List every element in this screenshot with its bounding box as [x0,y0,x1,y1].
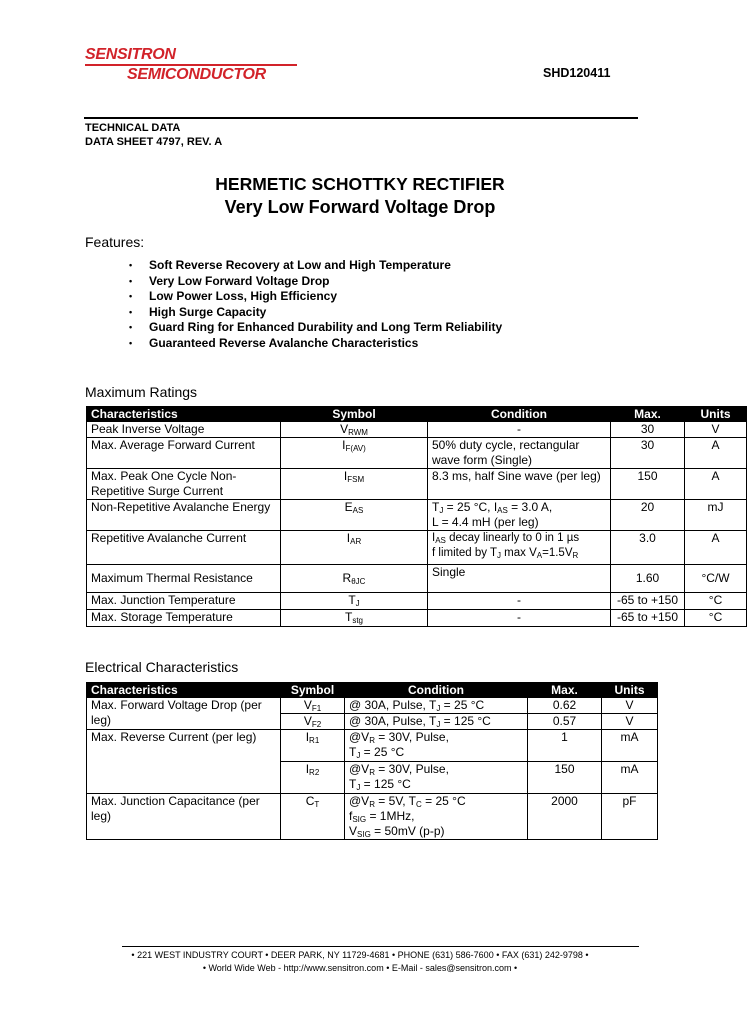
bullet-icon: • [129,322,133,332]
table-row [87,469,747,500]
table-header-row [87,683,658,698]
cell-characteristic: Repetitive Avalanche Current [87,531,281,565]
cell-symbol: $E_{AS}$ [281,500,428,531]
page-subtitle: Very Low Forward Voltage Drop [224,197,496,217]
cell-max: 1 [528,730,602,762]
cell-max: 150 [528,762,602,794]
table-row [87,531,747,565]
cell-symbol: $I_{AR}$ [281,531,428,565]
column-header: Condition [345,683,528,698]
column-header: Max. [528,683,602,698]
table-row [87,794,658,840]
electrical-heading: Electrical Characteristics [85,659,239,675]
cell-symbol: $C_T$ [281,794,345,840]
cell-max: 0.57 [528,714,602,730]
footer-divider [122,946,639,947]
cell-condition: - [428,422,611,438]
features-list [129,258,502,351]
max-ratings-table [86,406,747,627]
cell-unit: A [685,469,747,500]
brand-name: SENSITRON [85,46,176,63]
bullet-icon: • [129,337,133,348]
cell-characteristic: Max. Average Forward Current [87,438,281,469]
cell-condition: 8.3 ms, half Sine wave (per leg) [428,469,611,500]
column-header: Symbol [281,683,345,698]
cell-max: 30 [611,438,685,469]
bullet-icon: • [129,291,133,301]
cell-condition: $@V_R = 5V$, $T_C = 25$ °C $f_{SIG} = 1MHz$, $V_{SIG} = 50mV$ (p-p) [345,794,528,840]
cell-max: 2000 [528,794,602,840]
cell-max: 30 [611,422,685,438]
column-header: Condition [428,407,611,422]
cell-unit: °C/W [685,565,747,593]
electrical-table [86,682,658,840]
cell-unit: V [602,714,658,730]
cell-max: 20 [611,500,685,531]
table-row [87,438,747,469]
cell-condition: - [428,593,611,610]
table-row [87,610,747,627]
list-item: • Soft Reverse Recovery at Low and High Temperature [129,258,451,272]
cell-characteristic: Non-Repetitive Avalanche Energy [87,500,281,531]
column-header: Characteristics [87,407,281,422]
cell-symbol: $R_{\theta JC}$ [281,565,428,593]
column-header: Max. [611,407,685,422]
cell-characteristic: Max. Peak One Cycle Non-Repetitive Surge Current [87,469,281,500]
cell-symbol: $I_{R1}$ [281,730,345,762]
bullet-icon: • [129,275,133,286]
cell-characteristic: Max. Junction Capacitance (per leg) [87,794,281,840]
cell-max: 3.0 [611,531,685,565]
cell-condition: - [428,610,611,627]
list-item: • Guaranteed Reverse Avalanche Characteristics [129,335,419,350]
cell-symbol: $T_{stg}$ [281,610,428,627]
table-row [87,500,747,531]
table-row [87,422,747,438]
brand-subtitle: SEMICONDUCTOR [127,66,266,83]
list-item: • Guard Ring for Enhanced Durability and Long Term Reliability [129,320,503,334]
cell-condition: $@V_R = 30V$, Pulse, $T_J = 125$ °C [345,762,528,794]
technical-data-label: TECHNICAL DATA [85,122,181,134]
cell-unit: V [602,698,658,714]
column-header: Characteristics [87,683,281,698]
cell-characteristic: Max. Junction Temperature [87,593,281,610]
cell-symbol: $I_{F(AV)}$ [281,438,428,469]
bullet-icon: • [129,260,133,270]
cell-symbol: $V_{F2}$ [281,714,345,730]
cell-unit: A [685,438,747,469]
cell-symbol: $T_J$ [281,593,428,610]
cell-symbol: $I_{R2}$ [281,762,345,794]
table-row [87,565,747,593]
column-header: Units [685,407,747,422]
cell-condition: Single [428,565,611,593]
column-header: Symbol [281,407,428,422]
footer-address: • 221 WEST INDUSTRY COURT • DEER PARK, NY 11729-4681 • PHONE (631) 586-7600 • FAX (631) 242-9798 • [131,950,589,960]
cell-unit: mA [602,762,658,794]
cell-unit: °C [685,593,747,610]
cell-unit: °C [685,610,747,627]
cell-condition: $T_J = 25$ °C, $I_{AS} = 3.0$ A, L = 4.4 mH (per leg) [428,500,611,531]
column-header: Units [602,683,658,698]
cell-characteristic: Max. Forward Voltage Drop (per leg) [87,698,281,730]
cell-condition: $@V_R = 30V$, Pulse, $T_J = 25$ °C [345,730,528,762]
cell-symbol: $V_{F1}$ [281,698,345,714]
table-row [87,698,658,714]
features-heading: Features: [85,234,145,250]
datasheet-revision: DATA SHEET 4797, REV. A [85,136,223,148]
cell-unit: V [685,422,747,438]
cell-max: -65 to +150 [611,593,685,610]
cell-unit: pF [602,794,658,840]
list-item: • High Surge Capacity [129,304,267,319]
table-header-row [87,407,747,422]
header-divider [84,117,638,119]
cell-condition: $I_{AS}$ decay linearly to 0 in 1 µs f limited by $T_J$ $\max V_A=1.5V_R$ [428,531,611,565]
cell-characteristic: Maximum Thermal Resistance [87,565,281,593]
cell-max: 150 [611,469,685,500]
max-ratings-heading: Maximum Ratings [85,384,198,400]
cell-symbol: $I_{FSM}$ [281,469,428,500]
cell-condition: @ 30A, Pulse, $T_J = 125$ °C [345,714,528,730]
list-item: • Very Low Forward Voltage Drop [129,273,330,288]
cell-characteristic: Max. Reverse Current (per leg) [87,730,281,794]
cell-unit: mJ [685,500,747,531]
cell-condition: @ 30A, Pulse, $T_J = 25$ °C [345,698,528,714]
table-row [87,593,747,610]
bullet-icon: • [129,306,133,317]
cell-max: -65 to +150 [611,610,685,627]
page-title: HERMETIC SCHOTTKY RECTIFIER [215,174,505,194]
list-item: • Low Power Loss, High Efficiency [129,289,338,303]
cell-symbol: $V_{RWM}$ [281,422,428,438]
cell-max: 0.62 [528,698,602,714]
part-number: SHD120411 [543,66,611,80]
cell-unit: A [685,531,747,565]
table-row [87,730,658,762]
cell-max: 1.60 [611,565,685,593]
cell-characteristic: Peak Inverse Voltage [87,422,281,438]
cell-characteristic: Max. Storage Temperature [87,610,281,627]
cell-condition: 50% duty cycle, rectangular wave form (Single) [428,438,611,469]
footer-web: • World Wide Web - http://www.sensitron.com • E-Mail - sales@sensitron.com • [202,963,518,973]
cell-unit: mA [602,730,658,762]
